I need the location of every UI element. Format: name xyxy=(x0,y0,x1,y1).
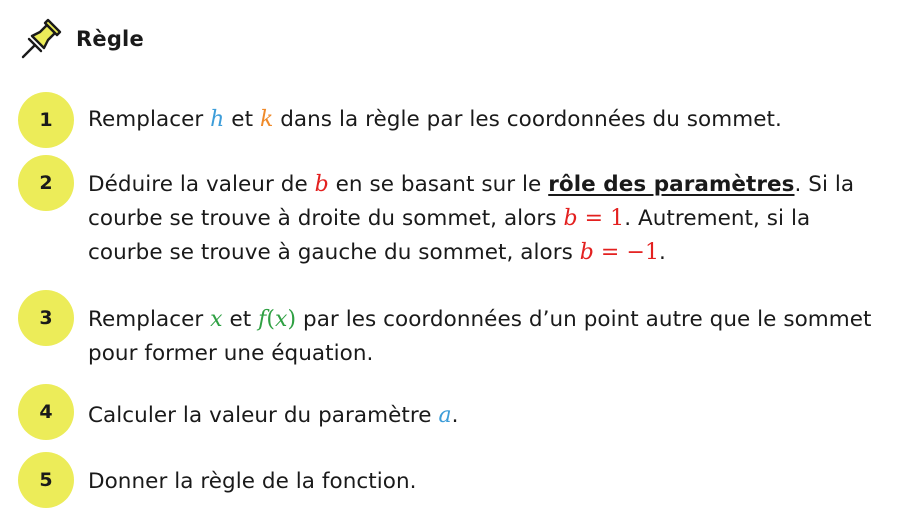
math-paren: ) xyxy=(287,307,297,332)
math-f: f xyxy=(258,307,267,332)
math-equals: = xyxy=(593,240,627,265)
text: en se basant sur le xyxy=(328,172,549,197)
math-a: a xyxy=(438,403,452,428)
math-x: x xyxy=(275,307,288,332)
pushpin-icon xyxy=(18,16,64,62)
text: Calculer la valeur du paramètre xyxy=(88,403,439,428)
text: . Si la courbe se trouve à droite du sommet, alors xyxy=(88,172,855,231)
text: dans la règle par les coordonnées du sommet. xyxy=(273,107,782,132)
text: Déduire la valeur de xyxy=(88,172,315,197)
math-minus-one: −1 xyxy=(626,240,659,265)
math-one: 1 xyxy=(610,206,625,231)
math-equals: = xyxy=(577,206,611,231)
step-number-badge: 1 xyxy=(18,92,74,148)
math-h: h xyxy=(210,107,225,132)
math-paren: ( xyxy=(266,307,276,332)
step-text xyxy=(88,168,878,270)
text: . xyxy=(451,403,459,428)
step-text xyxy=(88,399,878,433)
math-b: b xyxy=(563,206,578,231)
step-number-badge: 3 xyxy=(18,290,74,346)
step-text xyxy=(88,103,878,137)
text: . Autrement, si la courbe se trouve à gauche du sommet, alors xyxy=(88,206,811,265)
math-x: x xyxy=(210,307,223,332)
step-number-badge: 2 xyxy=(18,155,74,211)
math-k: k xyxy=(259,107,274,132)
math-b: b xyxy=(579,240,594,265)
step-text xyxy=(88,303,878,371)
step-text xyxy=(88,465,878,499)
step-number-badge: 5 xyxy=(18,452,74,508)
role-des-parametres-link[interactable]: rôle des paramètres xyxy=(548,172,795,197)
text: et xyxy=(224,107,260,132)
text: . xyxy=(659,240,666,265)
text: et xyxy=(222,307,259,332)
rule-title: Règle xyxy=(76,27,144,51)
text: Remplacer xyxy=(88,307,211,332)
rule-header xyxy=(18,14,144,64)
text: par les coordonnées d’un point autre que le sommet pour former une équation. xyxy=(88,307,872,366)
step-number-badge: 4 xyxy=(18,384,74,440)
text: Remplacer xyxy=(88,107,211,132)
math-b: b xyxy=(314,172,329,197)
text: Donner la règle de la fonction. xyxy=(88,469,417,494)
